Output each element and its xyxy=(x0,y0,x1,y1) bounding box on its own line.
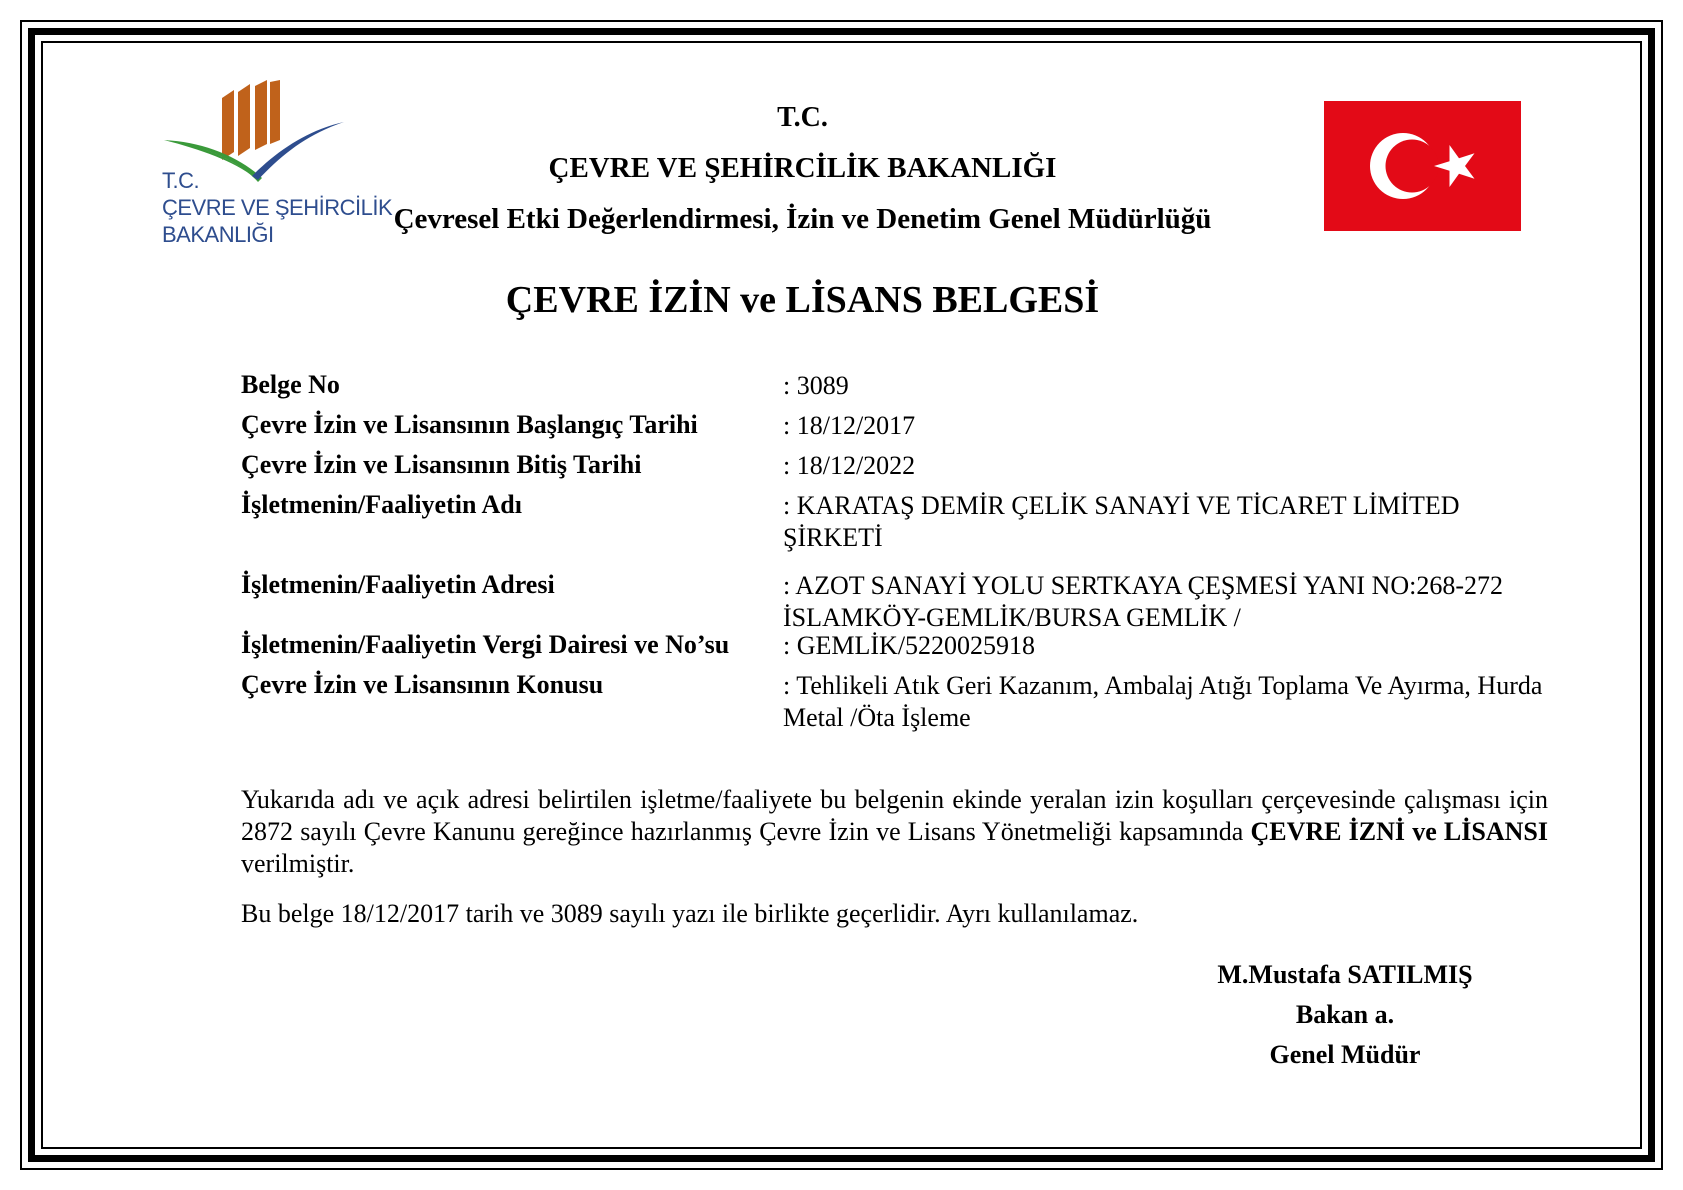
signatory-role: Genel Müdür xyxy=(1269,1040,1421,1069)
logo-ministry-text: ÇEVRE VE ŞEHİRCİLİK xyxy=(162,195,393,220)
document-title: ÇEVRE İZİN ve LİSANS BELGESİ xyxy=(505,279,1100,321)
signatory-name: M.Mustafa SATILMIŞ xyxy=(1217,960,1473,989)
ministry-logo xyxy=(158,80,393,252)
field-label: Çevre İzin ve Lisansının Bitiş Tarihi xyxy=(241,450,642,479)
header-tc: T.C. xyxy=(777,102,828,133)
field-value: : GEMLİK/5220025918 xyxy=(783,631,1036,660)
statement-bold-text: ÇEVRE İZNİ ve LİSANSI xyxy=(1250,817,1548,846)
field-value: : Tehlikeli Atık Geri Kazanım, Ambalaj Atığı Toplama Ve Ayırma, Hurda Metal /Öta İşleme xyxy=(783,671,1543,732)
field-value: : 18/12/2017 xyxy=(783,411,916,440)
validity-note: Bu belge 18/12/2017 tarih ve 3089 sayılı yazı ile birlikte geçerlidir. Ayrı kullanılamaz. xyxy=(241,899,1139,928)
field-label: İşletmenin/Faaliyetin Vergi Dairesi ve No’su xyxy=(241,630,730,659)
turkish-flag-icon xyxy=(1324,101,1521,231)
field-label: İşletmenin/Faaliyetin Adresi xyxy=(241,570,555,599)
field-value: : KARATAŞ DEMİR ÇELİK SANAYİ VE TİCARET LİMİTED ŞİRKETİ xyxy=(783,491,1460,552)
statement-text-end: verilmiştir. xyxy=(241,849,355,878)
logo-ministry-text-2: BAKANLIĞI xyxy=(162,222,274,247)
statement-text: Yukarıda adı ve açık adresi belirtilen işletme/faaliyete bu belgenin ekinde yeralan izin koşulları çerçevesinde çalışması için 2872 sayılı Çevre Kanunu gereğince hazırlanmış Çevre İzin ve Lisans Yönetmeliği kapsamında xyxy=(241,785,1548,846)
field-label: Belge No xyxy=(241,370,340,399)
field-value: : 18/12/2022 xyxy=(783,451,916,480)
field-label: İşletmenin/Faaliyetin Adı xyxy=(241,490,522,519)
logo-tc-text: T.C. xyxy=(162,168,200,193)
field-label: Çevre İzin ve Lisansının Konusu xyxy=(241,670,604,699)
certificate-statement xyxy=(241,784,1548,880)
field-label: Çevre İzin ve Lisansının Başlangıç Tarihi xyxy=(241,410,698,439)
ministry-name: ÇEVRE VE ŞEHİRCİLİK BAKANLIĞI xyxy=(548,152,1057,184)
directorate-name: Çevresel Etki Değerlendirmesi, İzin ve Denetim Genel Müdürlüğü xyxy=(393,203,1212,235)
field-value: : AZOT SANAYİ YOLU SERTKAYA ÇEŞMESİ YANI NO:268-272 İSLAMKÖY-GEMLİK/BURSA GEMLİK / xyxy=(783,571,1504,632)
field-value: : 3089 xyxy=(783,371,849,400)
signatory-title: Bakan a. xyxy=(1295,1000,1395,1029)
